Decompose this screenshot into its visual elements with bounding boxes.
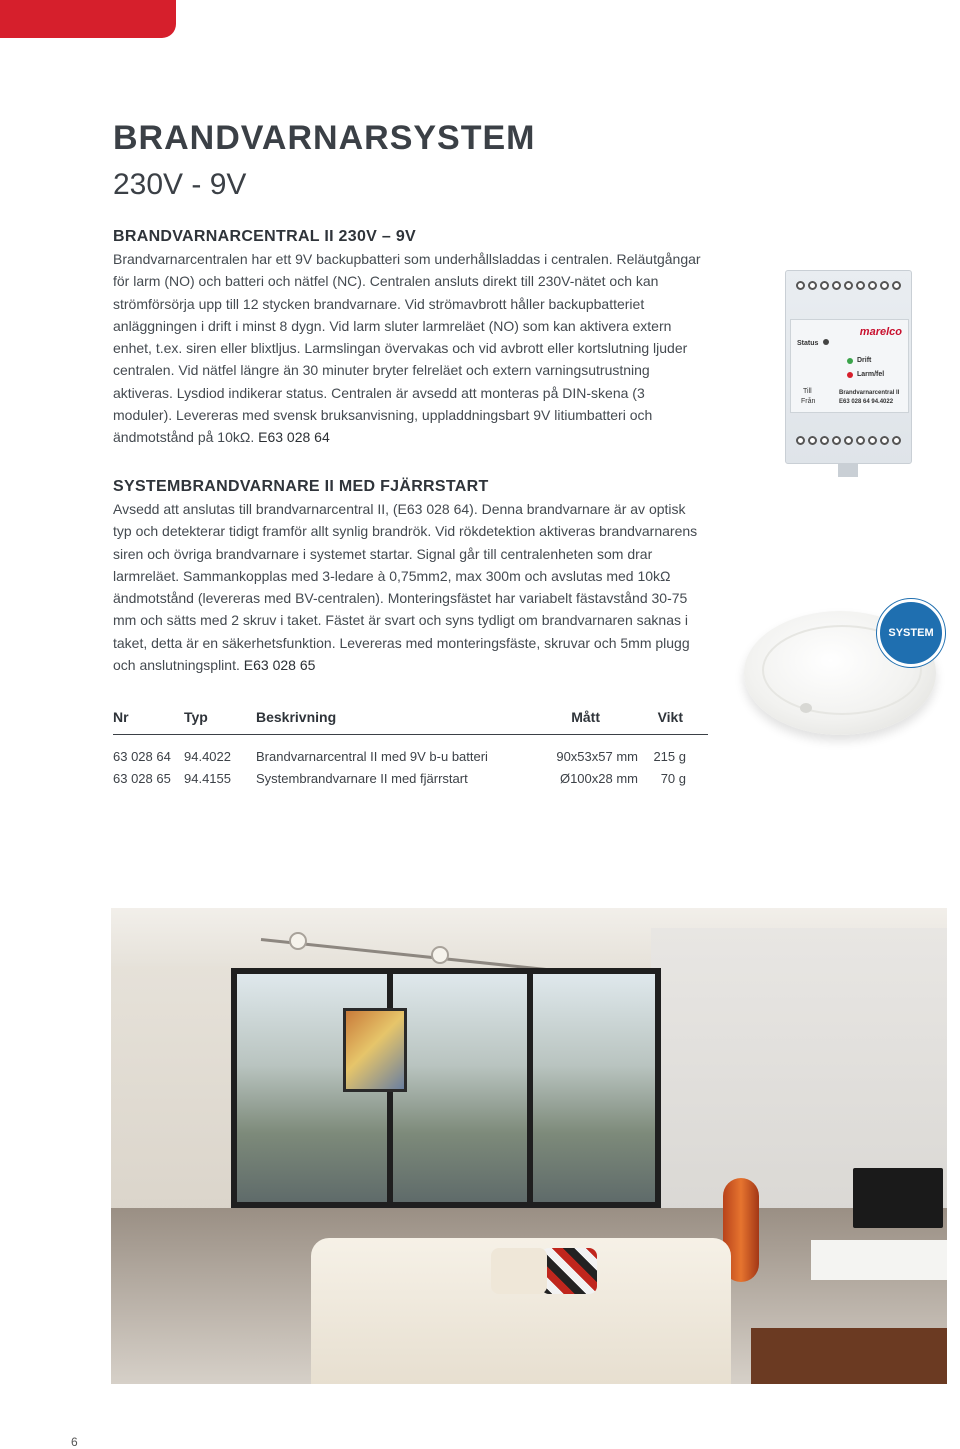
section1-code: E63 028 64 [258,429,330,446]
header-vikt: Vikt [657,709,683,725]
photo-coffee-table [751,1328,947,1384]
till-label: Till [803,388,812,395]
model-label: Brandvarnarcentral II [839,390,900,396]
table-row [113,767,708,789]
section2-code: E63 028 65 [243,657,316,674]
header-beskrivning: Beskrivning [256,709,337,725]
row1-matt: 90x53x57 mm [556,749,638,764]
product-table [113,705,708,789]
row2-beskrivning: Systembrandvarnare II med fjärrstart [256,771,468,786]
row2-nr: 63 028 65 [113,771,171,786]
row2-vikt: 70 g [660,771,686,786]
row1-nr: 63 028 64 [113,749,171,764]
detector-test-button [800,703,812,713]
page-subtitle: 230V - 9V [113,168,247,201]
bottom-terminals [796,436,901,445]
fran-label: Från [801,398,816,405]
code-label: E63 028 64 94.4022 [839,399,894,405]
table-header [113,705,708,733]
status-label: Status [797,340,819,347]
photo-painting [343,1008,407,1092]
central-face [790,319,909,413]
larm-label: Larm/fel [857,371,885,378]
page-title: BRANDVARNARSYSTEM [113,119,536,157]
photo-pillow [541,1248,597,1294]
page-number: 6 [71,1435,78,1449]
photo-tv-bench [811,1240,947,1280]
row2-typ: 94.4155 [184,771,231,786]
section1-text: Brandvarnarcentralen har ett 9V backupbatteri som underhållsladdas i centralen. Reläutgångar för larm (NO) och batteri och nätfel (NC). Centralen ansluts direkt till 230V-nätet och kan strömförsörja upp till 12 stycken brandvarnare. Vid strömavbrott håller backupbatteriet anläggningen i drift i minst 8 dygn. Vid larm sluter larmreläet (NO) som kan aktivera extern enhet, t.ex. siren eller blixtljus. Larmslingan övervakas och vid avbrott eller kortslutning ljuder centralen. Vid nätfel längre än 30 minuter bryter felreläet och extern varningsutrustning aktiveras. Lysdiod indikerar status. Centralen är avsedd att monteras på DIN-skena (3 moduler). Levereras med svensk bruksanvisning, uppladdningsbart 9V litiumbatteri och ändmotstånd på 10kΩ. [113,251,701,446]
spotlight-icon [289,932,307,950]
living-room-photo [111,908,947,1384]
drift-led-icon [847,358,853,364]
header-nr: Nr [113,709,129,725]
din-clip [838,463,858,477]
top-terminals [796,281,901,290]
row1-vikt: 215 g [653,749,686,764]
header-typ: Typ [184,709,208,725]
row2-matt: Ø100x28 mm [559,771,638,786]
status-led-icon [823,339,829,345]
section1-heading: BRANDVARNARCENTRAL II 230V – 9V [113,228,416,245]
central-unit-image [785,270,912,464]
section2-text: Avsedd att anslutas till brandvarnarcentral II, (E63 028 64). Denna brandvarnare är av optisk typ och detekterar tidigt framför allt synlig brandrök. Vid rökdetektion aktiveras brandvarnarens siren och övriga brandvarnare i systemet startar. Signal går till centralenheten som drar larmreläet. Sammankopplas med 3-ledare à 0,75mm2, max 300m och avslutas med 10kΩ ändmotstånd (levereras med BV-centralen). Monteringsfästet har variabelt fästavstånd 30-75 mm och sätts med 2 skruv i taket. Fästet är svart och syns tydligt om brandvarnaren saknas i taket, detta är en säkerhetsfunktion. Levereras med monteringsfäste, skruvar och 5mm plugg och anslutningsplint. [113,501,698,674]
red-corner-tab [0,0,176,38]
marelco-logo: marelco [859,326,902,338]
section2-heading: SYSTEMBRANDVARNARE II MED FJÄRRSTART [113,478,489,495]
section1-body [113,248,703,449]
system-badge: SYSTEM [877,599,945,667]
row1-typ: 94.4022 [184,749,231,764]
row1-beskrivning: Brandvarnarcentral II med 9V b-u batteri [256,749,488,764]
table-rule [113,734,708,735]
photo-pillow [491,1248,547,1294]
header-matt: Mått [571,709,600,725]
table-row [113,745,708,767]
spotlight-icon [431,946,449,964]
drift-label: Drift [857,357,872,364]
larm-led-icon [847,372,853,378]
photo-tv [853,1168,943,1228]
section2-body [113,498,708,676]
photo-window [231,968,661,1208]
